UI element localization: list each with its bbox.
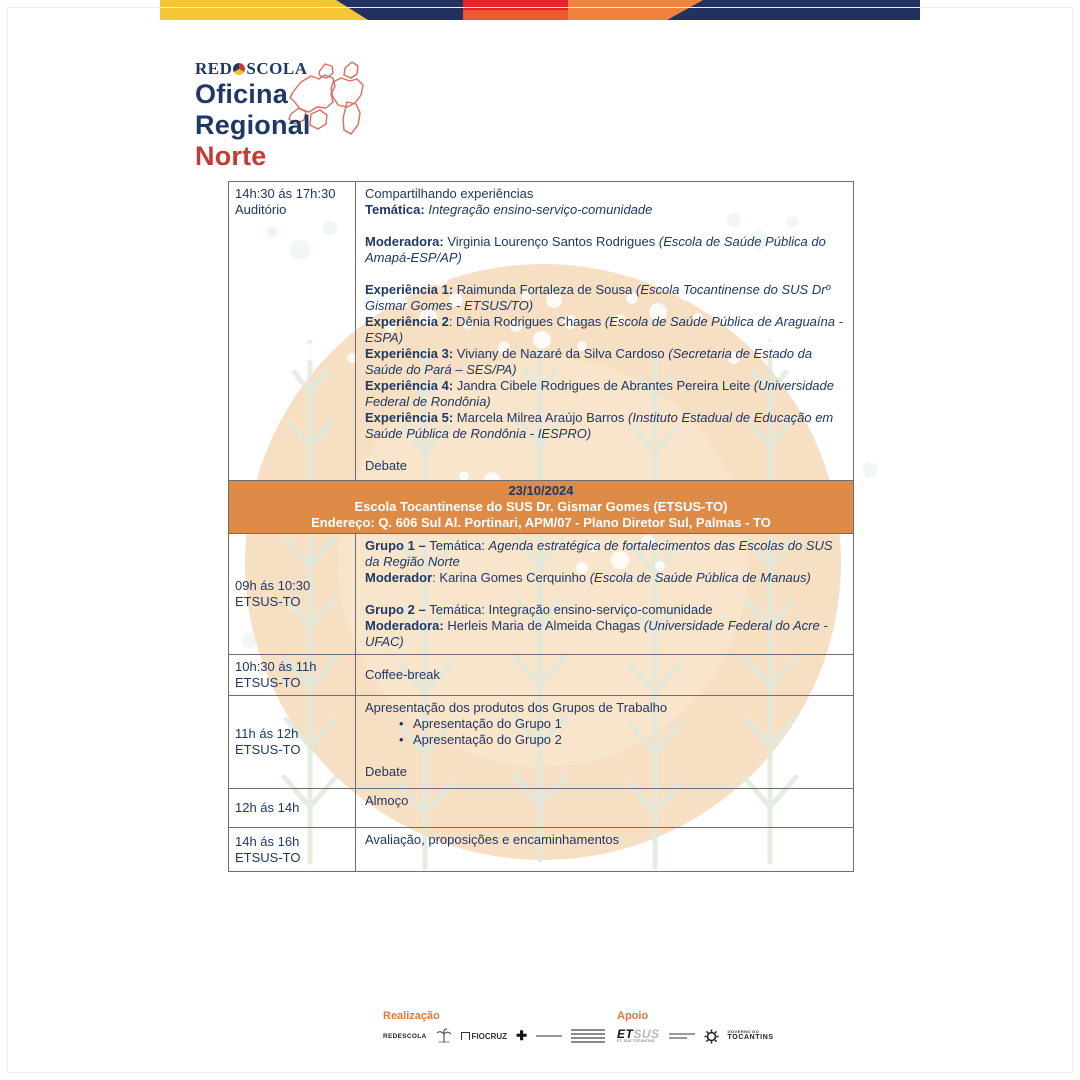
fiocruz-logo: FIOCRUZ bbox=[461, 1032, 508, 1041]
time-text: 10h:30 ás 11h bbox=[235, 659, 317, 674]
text-segment: Experiência 1: bbox=[365, 282, 454, 297]
time-cell bbox=[229, 828, 356, 871]
paragraph bbox=[365, 793, 847, 809]
plus-sus-logo-icon: ✚ bbox=[516, 1028, 527, 1043]
text-segment: Experiência 2 bbox=[365, 314, 449, 329]
text-segment: Experiência 5: bbox=[365, 410, 457, 425]
paragraph bbox=[365, 538, 847, 570]
redescola-pinwheel-icon bbox=[233, 63, 245, 75]
text-segment: Almoço bbox=[365, 793, 409, 808]
blank-line bbox=[365, 266, 847, 282]
apoio-label: Apoio bbox=[617, 1010, 649, 1022]
redescola-footer-logo: REDESCOLA bbox=[383, 1032, 427, 1040]
text-segment: Agenda estratégica de fortalecimentos das Escolas do SUS da Região Norte bbox=[365, 538, 833, 569]
schedule-row bbox=[229, 828, 853, 871]
text-segment: Compartilhando experiências bbox=[365, 186, 534, 201]
small-lines-logo bbox=[669, 1033, 695, 1039]
text-segment: Integração ensino-serviço-comunidade bbox=[428, 202, 653, 217]
text-segment: Experiência 4: bbox=[365, 378, 457, 393]
etsus-sub-text: ET. SUS TOCANTINS bbox=[617, 1039, 655, 1044]
apoio-logos bbox=[617, 1028, 774, 1044]
logo-line-regional: Regional bbox=[195, 110, 311, 140]
fiocruz-castle-icon bbox=[461, 1032, 470, 1040]
text-segment: (Escola Tocantinense do SUS Drº Gismar Gomes - ETSUS/TO) bbox=[365, 282, 831, 313]
dash-logo bbox=[536, 1035, 562, 1037]
paragraph bbox=[365, 234, 847, 266]
paragraph bbox=[365, 346, 847, 378]
text-segment: Viviany de Nazaré da Silva Cardoso bbox=[456, 346, 669, 361]
location-text: ETSUS-TO bbox=[235, 675, 301, 690]
day-venue: Escola Tocantinense do SUS Dr. Gismar Gomes (ETSUS-TO) bbox=[354, 499, 728, 514]
text-segment: Grupo 2 – bbox=[365, 602, 430, 617]
text-segment: Coffee-break bbox=[365, 667, 440, 682]
paragraph bbox=[365, 410, 847, 442]
brand-right: SCOLA bbox=[246, 59, 308, 78]
brand-left: RED bbox=[195, 59, 233, 78]
time-text: 11h ás 12h bbox=[235, 726, 299, 741]
top-color-band bbox=[160, 0, 920, 20]
blank-line bbox=[365, 748, 847, 764]
bullet-item bbox=[365, 716, 847, 732]
paragraph bbox=[365, 282, 847, 314]
paragraph bbox=[365, 700, 847, 716]
time-text: 09h ás 10:30 bbox=[235, 578, 311, 593]
blank-line bbox=[365, 442, 847, 458]
text-segment: Moderador bbox=[365, 570, 433, 585]
text-segment: Herleis Maria de Almeida Chagas bbox=[447, 618, 644, 633]
bullet-item bbox=[365, 732, 847, 748]
tocantins-sun-gear-icon bbox=[704, 1029, 719, 1044]
text-segment: Raimunda Fortaleza de Sousa bbox=[453, 282, 636, 297]
blank-line bbox=[365, 218, 847, 234]
paragraph bbox=[365, 186, 847, 202]
palm-tree-logo-icon bbox=[436, 1028, 452, 1044]
time-cell bbox=[229, 789, 356, 827]
paragraph bbox=[365, 458, 847, 474]
content-cell bbox=[356, 655, 853, 695]
text-segment: Temática: Integração ensino-serviço-comunidade bbox=[429, 602, 713, 617]
time-text: 14h:30 ás 17h:30 bbox=[235, 186, 336, 201]
content-cell bbox=[356, 534, 853, 654]
ministry-text-block-logo bbox=[571, 1027, 605, 1045]
content-cell bbox=[356, 789, 853, 827]
paragraph bbox=[365, 667, 847, 683]
redescola-wordmark bbox=[195, 60, 311, 77]
event-logo bbox=[195, 60, 311, 170]
text-segment: (Instituto Estadual de Educação em Saúde Pública de Rondônia - IESPRO) bbox=[365, 410, 834, 441]
governo-tocantins-logo: GOVERNO DO TOCANTINS bbox=[727, 1028, 774, 1042]
text-segment: (Escola de Saúde Pública de Araguaína - ESPA) bbox=[365, 314, 843, 345]
location-text: ETSUS-TO bbox=[235, 742, 301, 757]
time-cell bbox=[229, 182, 356, 480]
day-address: Endereço: Q. 606 Sul Al. Portinari, APM/07 - Plano Diretor Sul, Palmas - TO bbox=[311, 515, 771, 530]
text-segment: (Universidade Federal do Acre - UFAC) bbox=[365, 618, 828, 649]
text-segment: Temática: bbox=[365, 202, 429, 217]
text-segment: : Dênia Rodrigues Chagas bbox=[448, 314, 605, 329]
text-segment: (Escola de Saúde Pública do Amapá-ESP/AP) bbox=[365, 234, 826, 265]
time-cell bbox=[229, 655, 356, 695]
location-text: ETSUS-TO bbox=[235, 849, 301, 865]
content-cell bbox=[356, 696, 853, 788]
logo-line-oficina: Oficina bbox=[195, 79, 288, 109]
footer-realizacao bbox=[383, 1010, 605, 1044]
bullet-icon: • bbox=[399, 732, 404, 747]
text-segment: (Escola de Saúde Pública de Manaus) bbox=[589, 570, 811, 585]
content-cell bbox=[356, 182, 853, 480]
footer-apoio bbox=[617, 1010, 774, 1044]
text-segment: Moderadora: bbox=[365, 234, 448, 249]
etsus-logo: ETSUS ET. SUS TOCANTINS bbox=[617, 1027, 660, 1044]
day-date: 23/10/2024 bbox=[508, 483, 574, 498]
text-segment: Experiência 3: bbox=[365, 346, 457, 361]
location-text: Auditório bbox=[235, 202, 287, 217]
time-text: 12h ás 14h bbox=[235, 800, 300, 815]
text-segment: Debate bbox=[365, 458, 407, 473]
paragraph bbox=[365, 202, 847, 218]
paragraph bbox=[365, 602, 847, 618]
paragraph bbox=[365, 314, 847, 346]
schedule-row bbox=[229, 696, 853, 789]
content-cell bbox=[356, 828, 853, 871]
text-segment: Jandra Cibele Rodrigues de Abrantes Pereira Leite bbox=[456, 378, 754, 393]
text-segment: Debate bbox=[365, 764, 407, 779]
day-header-row bbox=[229, 481, 853, 534]
time-text: 14h ás 16h bbox=[235, 833, 300, 849]
realizacao-logos bbox=[383, 1028, 605, 1044]
location-text: ETSUS-TO bbox=[235, 594, 301, 609]
time-cell bbox=[229, 696, 356, 788]
text-segment: : Karina Gomes Cerquinho bbox=[432, 570, 590, 585]
schedule-row bbox=[229, 655, 853, 696]
logo-line-norte: Norte bbox=[195, 141, 267, 171]
blank-line bbox=[365, 586, 847, 602]
paragraph bbox=[365, 570, 847, 586]
schedule-table bbox=[228, 181, 854, 872]
text-segment: Marcela Milrea Araújo Barros bbox=[456, 410, 629, 425]
schedule-row bbox=[229, 534, 853, 655]
realizacao-label: Realização bbox=[383, 1010, 440, 1022]
text-segment: Avaliação, proposições e encaminhamentos bbox=[365, 832, 620, 847]
paragraph bbox=[365, 618, 847, 650]
schedule-row bbox=[229, 182, 853, 481]
text-segment: Apresentação dos produtos dos Grupos de Trabalho bbox=[365, 700, 668, 715]
bullet-icon: • bbox=[399, 716, 404, 731]
text-segment: (Universidade Federal de Rondônia) bbox=[365, 378, 834, 409]
paragraph bbox=[365, 764, 847, 780]
text-segment: (Secretaria de Estado da Saúde do Pará – SES/PA) bbox=[365, 346, 813, 377]
time-cell bbox=[229, 534, 356, 654]
text-segment: Grupo 1 – bbox=[365, 538, 430, 553]
schedule-row bbox=[229, 789, 853, 828]
text-segment: Temática: bbox=[429, 538, 489, 553]
paragraph bbox=[365, 378, 847, 410]
bullet-text: Apresentação do Grupo 1 bbox=[413, 716, 562, 731]
paragraph bbox=[365, 832, 847, 848]
text-segment: Virginia Lourenço Santos Rodrigues bbox=[447, 234, 659, 249]
bullet-text: Apresentação do Grupo 2 bbox=[413, 732, 562, 747]
text-segment: Moderadora: bbox=[365, 618, 448, 633]
